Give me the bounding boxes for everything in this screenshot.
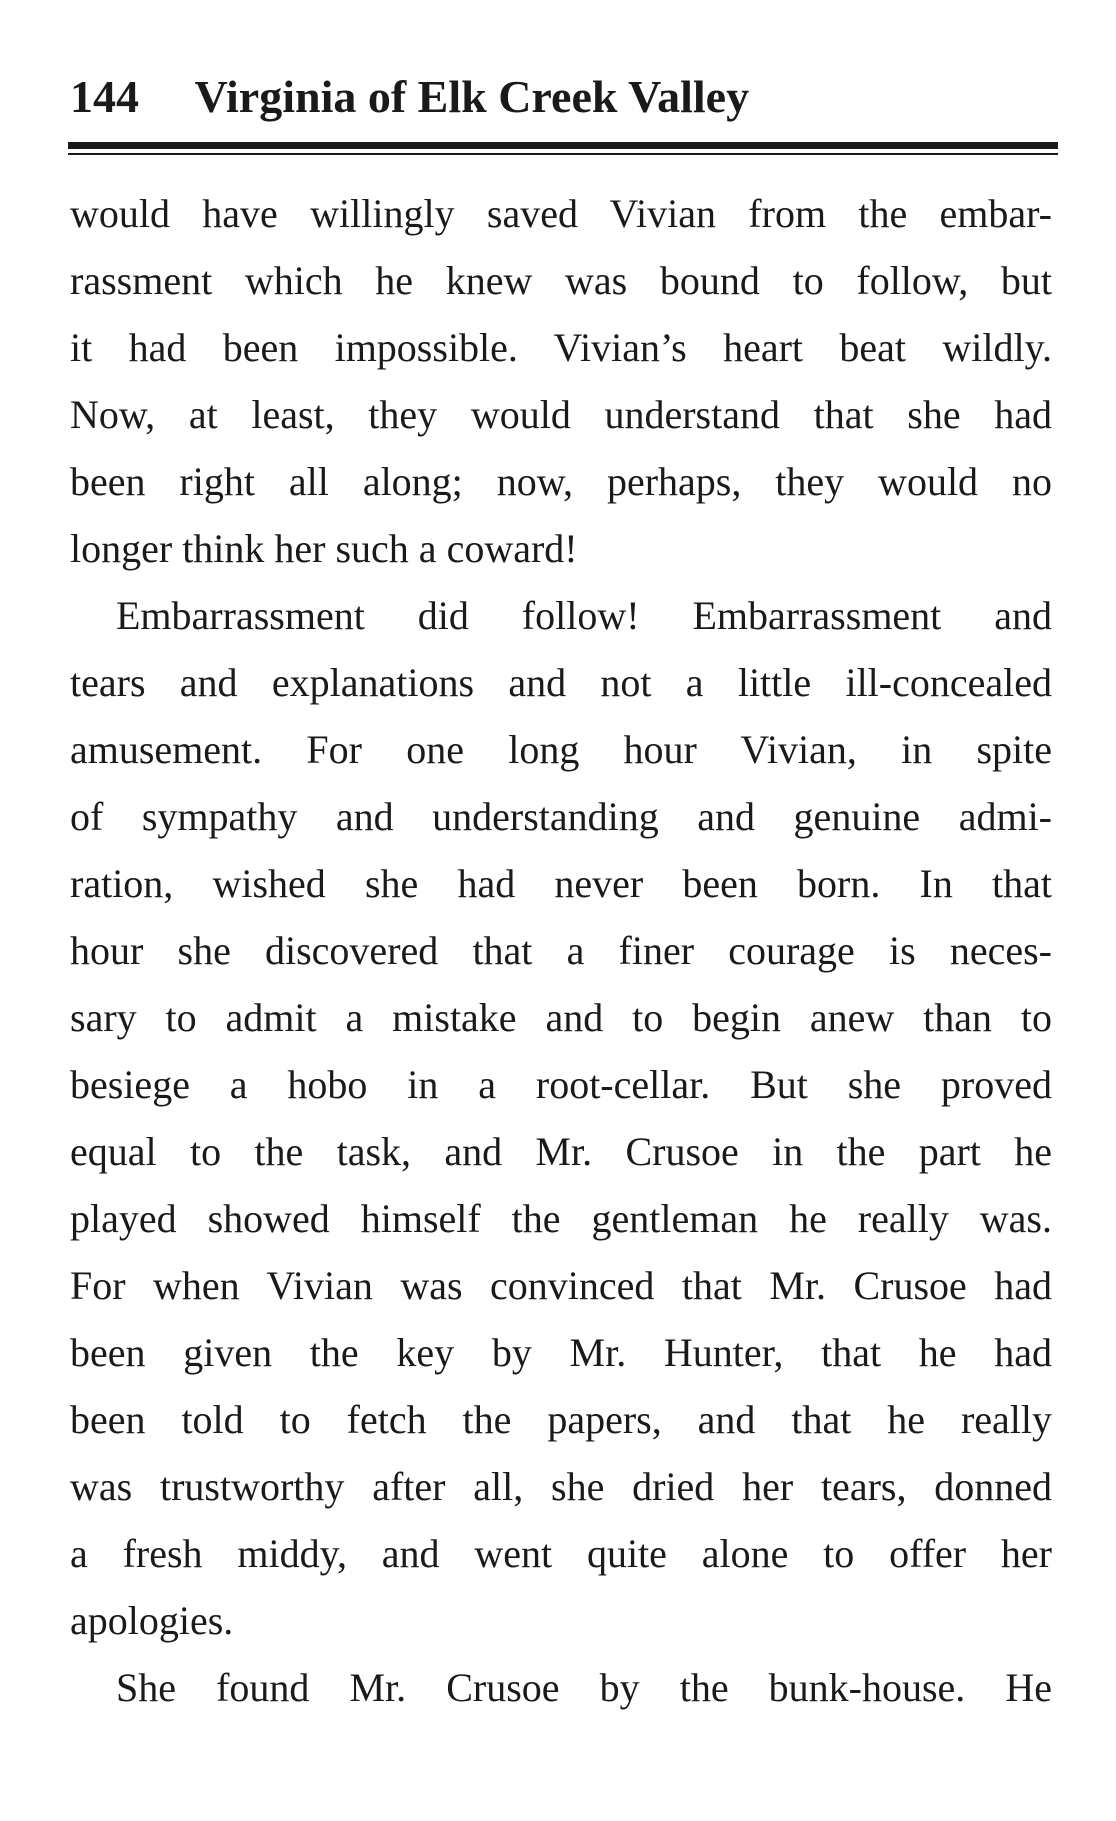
text-line: been right all along; now, perhaps, they would no <box>70 459 1052 504</box>
text-line: hour she discovered that a finer courage is neces- <box>70 928 1052 973</box>
text-line: amusement. For one long hour Vivian, in spite <box>70 727 1052 772</box>
text-line: Now, at least, they would understand that she had <box>70 392 1052 437</box>
header-rule-thick <box>68 142 1058 149</box>
text-line: rassment which he knew was bound to follow, but <box>70 258 1052 303</box>
text-line: of sympathy and understanding and genuine admi- <box>70 794 1052 839</box>
text-line: would have willingly saved Vivian from the embar- <box>70 191 1052 236</box>
text-line: apologies. <box>70 1598 234 1643</box>
text-line: been given the key by Mr. Hunter, that he had <box>70 1330 1052 1375</box>
text-line: played showed himself the gentleman he really was. <box>70 1196 1052 1241</box>
text-line: besiege a hobo in a root-cellar. But she proved <box>70 1062 1052 1107</box>
running-title: Virginia of Elk Creek Valley <box>194 71 750 122</box>
text-line: tears and explanations and not a little ill-concealed <box>70 660 1052 705</box>
text-line: longer think her such a coward! <box>70 526 578 571</box>
text-line: ration, wished she had never been born. In that <box>70 861 1052 906</box>
running-head <box>70 62 1060 132</box>
body-text <box>70 180 1052 1721</box>
text-line: For when Vivian was convinced that Mr. Crusoe had <box>70 1263 1052 1308</box>
text-line: Embarrassment did follow! Embarrassment and <box>116 593 1052 638</box>
text-line: sary to admit a mistake and to begin anew than to <box>70 995 1052 1040</box>
text-line: been told to fetch the papers, and that he really <box>70 1397 1052 1442</box>
text-line: equal to the task, and Mr. Crusoe in the part he <box>70 1129 1052 1174</box>
page-number: 144 <box>70 71 139 122</box>
text-line: was trustworthy after all, she dried her tears, donned <box>70 1464 1052 1509</box>
text-line: a fresh middy, and went quite alone to offer her <box>70 1531 1052 1576</box>
text-line: She found Mr. Crusoe by the bunk-house. He <box>116 1665 1052 1710</box>
header-rule-thin <box>68 153 1058 155</box>
text-line: it had been impossible. Vivian’s heart beat wildly. <box>70 325 1052 370</box>
